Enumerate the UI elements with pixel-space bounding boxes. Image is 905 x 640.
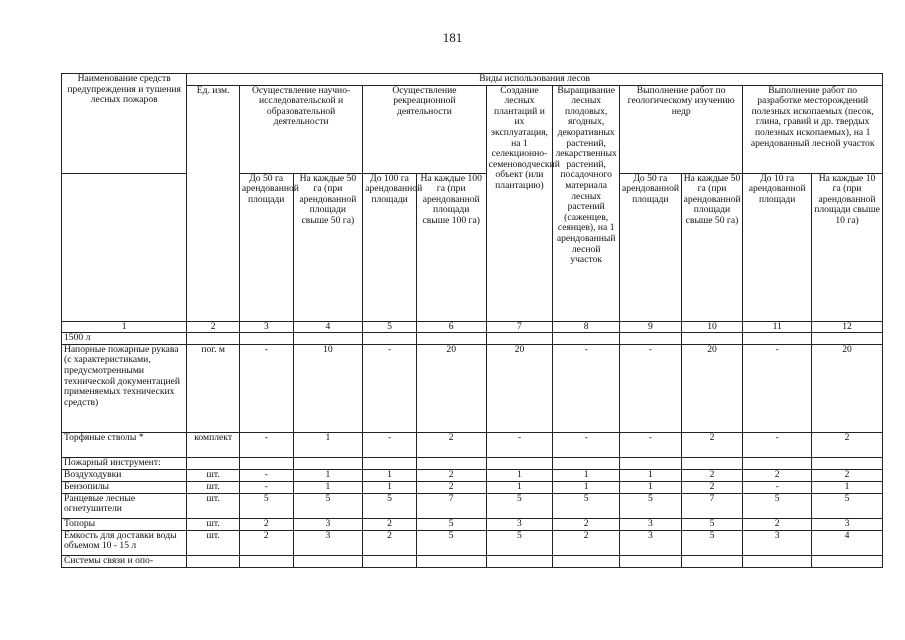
row-name: Напорные пожарные рукава (с характеристиками, предусмотренными технической документацией применяемых технических средств) bbox=[62, 344, 187, 432]
column-number: 9 bbox=[620, 321, 682, 333]
row-value: 2 bbox=[239, 518, 293, 530]
column-number: 11 bbox=[743, 321, 812, 333]
row-value: 3 bbox=[293, 530, 363, 555]
header-unit: Ед. изм. bbox=[187, 85, 240, 321]
header-sub-c4: На каждые 50 га (при арендованной площади свыше 50 га) bbox=[293, 173, 363, 321]
header-sub-c9: До 50 га арендованной площади bbox=[620, 173, 682, 321]
row-value: 5 bbox=[416, 518, 486, 530]
row-name: Воздуходувки bbox=[62, 469, 187, 481]
row-value: 2 bbox=[416, 469, 486, 481]
row-unit bbox=[187, 555, 240, 567]
row-value: 1 bbox=[553, 481, 620, 493]
row-value: 1 bbox=[293, 469, 363, 481]
header-sub-c10: На каждые 50 га (при арендованной площади свыше 50 га) bbox=[681, 173, 743, 321]
row-value: 3 bbox=[620, 530, 682, 555]
row-value: - bbox=[743, 432, 812, 457]
row-value: 1 bbox=[486, 481, 553, 493]
row-value: 20 bbox=[812, 344, 883, 432]
row-value: 2 bbox=[416, 432, 486, 457]
row-unit: шт. bbox=[187, 493, 240, 518]
column-number: 8 bbox=[553, 321, 620, 333]
row-name: Системы связи и опо- bbox=[62, 555, 187, 567]
row-value: - bbox=[553, 344, 620, 432]
row-unit: шт. bbox=[187, 530, 240, 555]
row-unit: шт. bbox=[187, 481, 240, 493]
row-unit: пог. м bbox=[187, 344, 240, 432]
row-value: 2 bbox=[416, 481, 486, 493]
row-name: Топоры bbox=[62, 518, 187, 530]
row-value: - bbox=[239, 469, 293, 481]
row-value: - bbox=[743, 481, 812, 493]
row-value: 5 bbox=[239, 493, 293, 518]
column-number: 6 bbox=[416, 321, 486, 333]
row-value: - bbox=[239, 481, 293, 493]
row-value: - bbox=[363, 432, 417, 457]
column-number: 10 bbox=[681, 321, 743, 333]
row-value: - bbox=[239, 344, 293, 432]
column-number: 1 bbox=[62, 321, 187, 333]
row-value: 2 bbox=[239, 530, 293, 555]
row-value: 5 bbox=[743, 493, 812, 518]
header-sub-c3: До 50 га арендованной площади bbox=[239, 173, 293, 321]
column-number: 2 bbox=[187, 321, 240, 333]
row-unit: шт. bbox=[187, 518, 240, 530]
row-value: 5 bbox=[486, 493, 553, 518]
row-name: Ранцевые лесные огнетушители bbox=[62, 493, 187, 518]
row-value: 3 bbox=[812, 518, 883, 530]
row-value: 2 bbox=[681, 469, 743, 481]
row-value: 1 bbox=[620, 469, 682, 481]
row-value: - bbox=[363, 344, 417, 432]
row-value: 2 bbox=[681, 481, 743, 493]
row-value: - bbox=[553, 432, 620, 457]
header-sub-c6: На каждые 100 га (при арендованной площади свыше 100 га) bbox=[416, 173, 486, 321]
row-value: 4 bbox=[812, 530, 883, 555]
row-value: 2 bbox=[812, 432, 883, 457]
page-number: 181 bbox=[442, 30, 463, 45]
section-row-label: 1500 л bbox=[62, 333, 187, 345]
header-group-plantations: Создание лесных плантаций и их эксплуатация, на 1 селекционно-семеноводческий объект (или плантацию) bbox=[486, 85, 553, 321]
row-name: Пожарный инструмент: bbox=[62, 457, 187, 469]
row-value: 5 bbox=[293, 493, 363, 518]
row-value: - bbox=[620, 344, 682, 432]
row-unit: комплект bbox=[187, 432, 240, 457]
row-value: 2 bbox=[553, 518, 620, 530]
row-value: 2 bbox=[743, 469, 812, 481]
row-unit bbox=[187, 457, 240, 469]
row-value: - bbox=[620, 432, 682, 457]
column-number: 4 bbox=[293, 321, 363, 333]
header-sub-c5: До 100 га арендованной площади bbox=[363, 173, 417, 321]
row-value: 2 bbox=[363, 530, 417, 555]
row-value: 2 bbox=[363, 518, 417, 530]
header-group-recreation: Осуществление рекреационной деятельности bbox=[363, 85, 486, 173]
row-name: Емкость для доставки воды объемом 10 - 15 л bbox=[62, 530, 187, 555]
row-value: - bbox=[486, 432, 553, 457]
row-value: 5 bbox=[812, 493, 883, 518]
column-number: 5 bbox=[363, 321, 417, 333]
row-value: 20 bbox=[681, 344, 743, 432]
row-value: 7 bbox=[416, 493, 486, 518]
row-value: 1 bbox=[812, 481, 883, 493]
header-group-growing: Выращивание лесных плодовых, ягодных, декоративных растений, лекарственных растений, посадочного материала лесных растений (саженцев, сеянцев), на 1 арендованный лесной участок bbox=[553, 85, 620, 321]
row-value: 2 bbox=[812, 469, 883, 481]
header-name-continuation bbox=[62, 173, 187, 321]
row-name: Торфяные стволы * bbox=[62, 432, 187, 457]
header-sub-c11: До 10 га арендованной площади bbox=[743, 173, 812, 321]
row-value: 1 bbox=[553, 469, 620, 481]
row-value: 2 bbox=[681, 432, 743, 457]
row-value: 3 bbox=[486, 518, 553, 530]
row-value: 5 bbox=[363, 493, 417, 518]
row-value: 5 bbox=[681, 530, 743, 555]
row-value: 5 bbox=[620, 493, 682, 518]
row-value: - bbox=[239, 432, 293, 457]
row-value: 10 bbox=[293, 344, 363, 432]
row-value: 5 bbox=[553, 493, 620, 518]
row-unit: шт. bbox=[187, 469, 240, 481]
row-value: 5 bbox=[416, 530, 486, 555]
row-value: 1 bbox=[620, 481, 682, 493]
row-value: 2 bbox=[743, 518, 812, 530]
row-value: 20 bbox=[486, 344, 553, 432]
header-sub-c12: На каждые 10 га (при арендованной площади свыше 10 га) bbox=[812, 173, 883, 321]
row-value: 1 bbox=[293, 432, 363, 457]
header-group-geology: Выполнение работ по геологическому изучению недр bbox=[620, 85, 743, 173]
row-value: 2 bbox=[553, 530, 620, 555]
header-types-title: Виды использования лесов bbox=[187, 74, 883, 86]
header-group-minerals: Выполнение работ по разработке месторождений полезных ископаемых (песок, глина, гравий и др. твердых полезных ископаемых), на 1 арендованный лесной участок bbox=[743, 85, 883, 173]
row-value: 20 bbox=[416, 344, 486, 432]
forest-fire-equipment-table bbox=[61, 73, 883, 568]
row-value: - bbox=[743, 344, 812, 432]
column-number: 3 bbox=[239, 321, 293, 333]
row-value: 7 bbox=[681, 493, 743, 518]
header-name-col: Наименование средств предупреждения и тушения лесных пожаров bbox=[62, 74, 187, 174]
row-value: 1 bbox=[486, 469, 553, 481]
column-number: 12 bbox=[812, 321, 883, 333]
header-group-research: Осуществление научно-исследовательской и образовательной деятельности bbox=[239, 85, 362, 173]
row-value: 1 bbox=[363, 469, 417, 481]
column-number: 7 bbox=[486, 321, 553, 333]
row-value: 1 bbox=[363, 481, 417, 493]
row-name: Бензопилы bbox=[62, 481, 187, 493]
row-value: 3 bbox=[620, 518, 682, 530]
row-value: 1 bbox=[293, 481, 363, 493]
row-value: 3 bbox=[743, 530, 812, 555]
row-value: 5 bbox=[681, 518, 743, 530]
row-value: 3 bbox=[293, 518, 363, 530]
row-value: 5 bbox=[486, 530, 553, 555]
